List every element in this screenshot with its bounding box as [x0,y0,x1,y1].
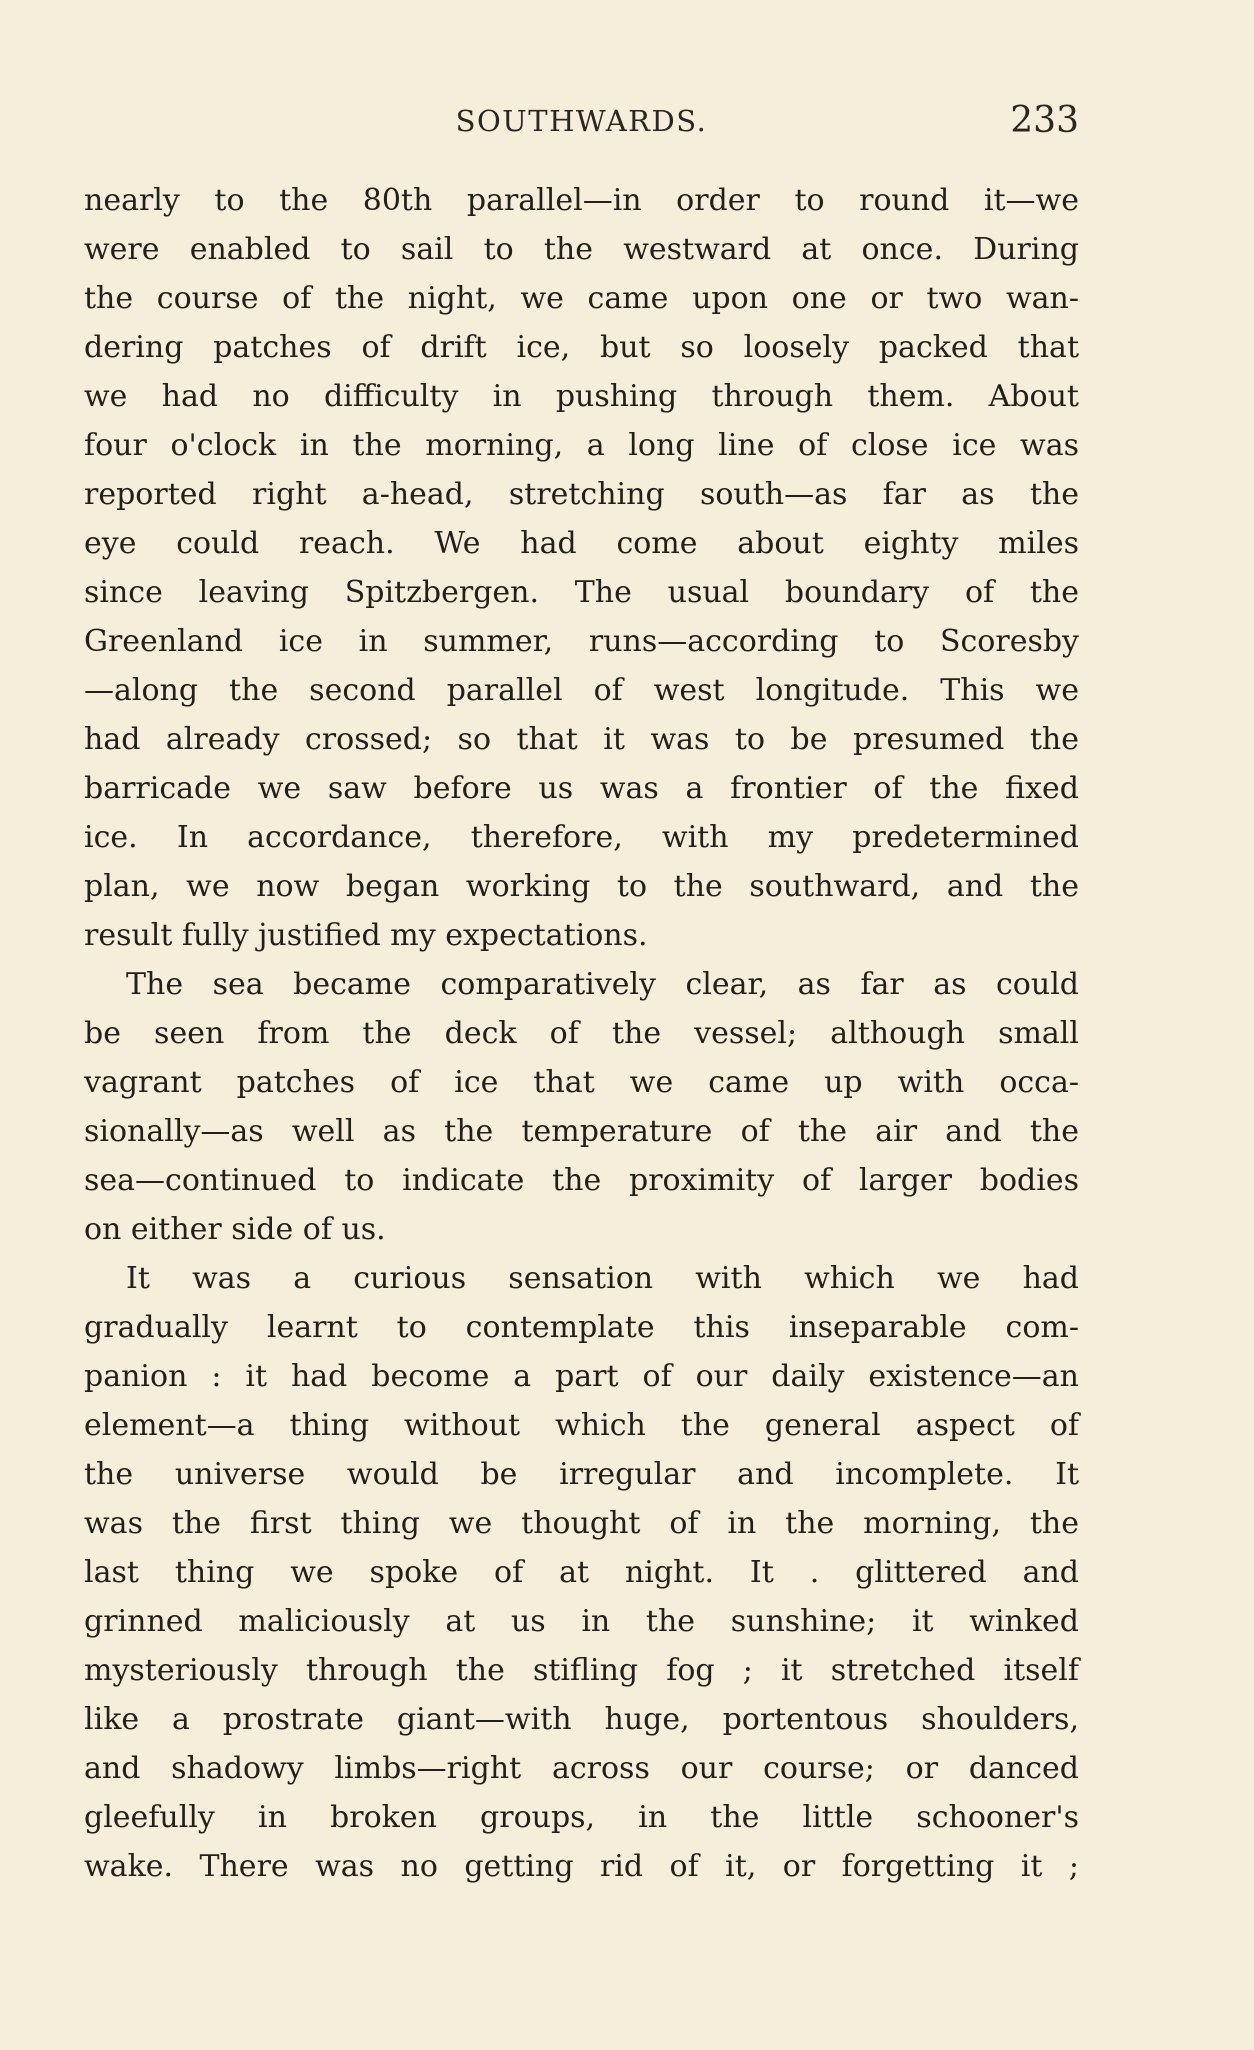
text-line: —along the second parallel of west longitude. This we [84,673,1079,708]
text-line: panion : it had become a part of our daily existence—an [84,1359,1079,1394]
text-line: ice. In accordance, therefore, with my predetermined [84,820,1079,855]
text-line: last thing we spoke of at night. It . glittered and [84,1555,1079,1590]
text-line: sea—continued to indicate the proximity of larger bodies [84,1163,1079,1198]
text-line: dering patches of drift ice, but so loosely packed that [84,330,1079,365]
text-line: be seen from the deck of the vessel; although small [84,1016,1079,1051]
text-line: since leaving Spitzbergen. The usual boundary of the [84,575,1079,610]
paragraph-first-line: It was a curious sensation with which we had [126,1261,1079,1296]
paragraph-last-line: on either side of us. [84,1212,386,1247]
text-line: gleefully in broken groups, in the little schooner's [84,1800,1079,1835]
text-line: the universe would be irregular and incomplete. It [84,1457,1079,1492]
text-line: like a prostrate giant—with huge, portentous shoulders, [84,1702,1079,1737]
text-line: Greenland ice in summer, runs—according to Scoresby [84,624,1079,659]
text-line: reported right a-head, stretching south—as far as the [84,477,1079,512]
page-number: 233 [1010,100,1079,141]
text-line: gradually learnt to contemplate this inseparable com- [84,1310,1079,1345]
page-header [84,100,1079,148]
paragraph-first-line: The sea became comparatively clear, as far as could [126,967,1079,1002]
text-line: and shadowy limbs—right across our course; or danced [84,1751,1079,1786]
text-line: eye could reach. We had come about eighty miles [84,526,1079,561]
text-line: four o'clock in the morning, a long line of close ice was [84,428,1079,463]
text-line: nearly to the 80th parallel—in order to round it—we [84,183,1079,218]
text-line: was the first thing we thought of in the morning, the [84,1506,1079,1541]
text-line: barricade we saw before us was a frontier of the fixed [84,771,1079,806]
text-line: we had no difficulty in pushing through them. About [84,379,1079,414]
text-line: element—a thing without which the general aspect of [84,1408,1079,1443]
text-line: plan, we now began working to the southward, and the [84,869,1079,904]
body-text [84,176,1079,1891]
text-line: wake. There was no getting rid of it, or forgetting it ; [84,1849,1079,1884]
paragraph-last-line: result fully justified my expectations. [84,918,648,953]
running-head: SOUTHWARDS. [455,104,708,138]
text-line: were enabled to sail to the westward at once. During [84,232,1079,267]
text-line: grinned maliciously at us in the sunshine; it winked [84,1604,1079,1639]
text-line: sionally—as well as the temperature of the air and the [84,1114,1079,1149]
text-line: the course of the night, we came upon one or two wan- [84,281,1079,316]
text-line: mysteriously through the stifling fog ; it stretched itself [84,1653,1079,1688]
text-line: vagrant patches of ice that we came up with occa- [84,1065,1079,1100]
text-line: had already crossed; so that it was to be presumed the [84,722,1079,757]
